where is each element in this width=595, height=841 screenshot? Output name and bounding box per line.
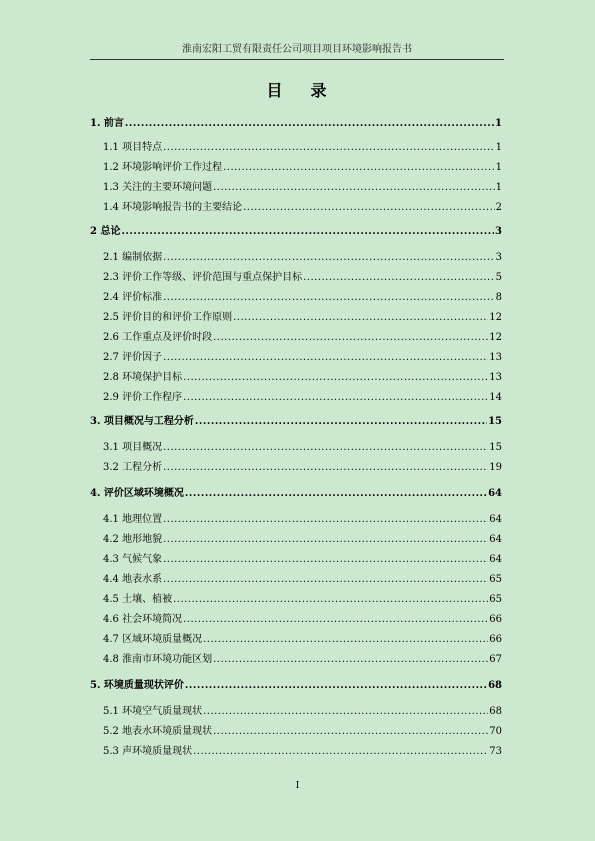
toc-entry-label: 2.4 评价标准 (103, 292, 163, 303)
toc-entry-label: 4.3 气候气象 (103, 554, 163, 565)
toc-dot-leader (163, 554, 488, 566)
toc-dot-leader (183, 392, 488, 404)
toc-title-char-1: 目 (266, 81, 285, 100)
toc-entry-label: 1.1 项目特点 (103, 142, 163, 153)
toc-entry-page: 12 (489, 332, 502, 343)
toc-section-entry[interactable] (90, 458, 502, 474)
toc-entry-page: 1 (495, 142, 502, 153)
toc-entry-label: 1.4 环境影响报告书的主要结论 (103, 202, 243, 213)
toc-section-entry[interactable] (90, 288, 502, 304)
toc-entry-label: 2.7 评价因子 (103, 352, 163, 363)
toc-dot-leader (163, 462, 488, 474)
toc-entry-label: 2.9 评价工作程序 (103, 392, 183, 403)
toc-entry-label: 4.6 社会环境简况 (103, 614, 183, 625)
toc-entry-page: 2 (495, 202, 502, 213)
toc-dot-leader (195, 416, 487, 428)
toc-section-entry[interactable] (90, 328, 502, 344)
toc-entry-page: 14 (489, 392, 502, 403)
toc-section-entry[interactable] (90, 248, 502, 264)
toc-entry-label: 3.1 项目概况 (103, 442, 163, 453)
toc-dot-leader (163, 142, 495, 154)
toc-entry-page: 1 (495, 182, 502, 193)
toc-chapter-entry[interactable] (90, 222, 502, 238)
toc-entry-label: 2.1 编制依据 (103, 252, 163, 263)
toc-entry-page: 65 (489, 574, 502, 585)
toc-section-entry[interactable] (90, 530, 502, 546)
toc-dot-leader (303, 272, 495, 284)
toc-entry-label: 2.8 环境保护目标 (103, 372, 183, 383)
toc-dot-leader (121, 226, 494, 238)
toc-entry-label: 2.5 评价目的和评价工作原则 (103, 312, 233, 323)
toc-dot-leader (163, 514, 488, 526)
toc-section-entry[interactable] (90, 438, 502, 454)
toc-entry-page: 70 (489, 726, 502, 737)
toc-dot-leader (163, 292, 495, 304)
toc-dot-leader (233, 312, 488, 324)
toc-section-entry[interactable] (90, 650, 502, 666)
toc-entry-label: 4.2 地形地貌 (103, 534, 163, 545)
toc-entry-label: 2.6 工作重点及评价时段 (103, 332, 213, 343)
toc-entry-label: 5.3 声环境质量现状 (103, 746, 193, 757)
toc-chapter-entry[interactable] (90, 114, 502, 130)
toc-entry-page: 8 (495, 292, 502, 303)
toc-entry-label: 5.2 地表水环境质量现状 (103, 726, 213, 737)
toc-dot-leader (163, 574, 488, 586)
toc-dot-leader (213, 654, 488, 666)
toc-entry-label: 4. 评价区域环境概况 (90, 488, 184, 499)
toc-section-entry[interactable] (90, 722, 502, 738)
toc-entry-page: 1 (495, 162, 502, 173)
toc-section-entry[interactable] (90, 570, 502, 586)
toc-entry-page: 64 (488, 488, 502, 499)
toc-dot-leader (243, 202, 495, 214)
toc-entry-page: 68 (489, 706, 502, 717)
toc-entry-page: 3 (495, 252, 502, 263)
toc-chapter-entry[interactable] (90, 484, 502, 500)
toc-dot-leader (183, 372, 488, 384)
toc-section-entry[interactable] (90, 268, 502, 284)
toc-section-entry[interactable] (90, 158, 502, 174)
toc-entry-label: 4.4 地表水系 (103, 574, 163, 585)
toc-entry-label: 3. 项目概况与工程分析 (90, 416, 194, 427)
toc-section-entry[interactable] (90, 510, 502, 526)
running-header: 淮南宏阳工贸有限责任公司项目项目环境影响报告书 (90, 40, 504, 60)
toc-entry-page: 64 (489, 534, 502, 545)
toc-entry-page: 66 (489, 634, 502, 645)
toc-dot-leader (163, 252, 495, 264)
toc-section-entry[interactable] (90, 348, 502, 364)
toc-entry-label: 1. 前言 (90, 118, 124, 129)
toc-section-entry[interactable] (90, 550, 502, 566)
toc-entry-label: 5.1 环境空气质量现状 (103, 706, 203, 717)
toc-section-entry[interactable] (90, 388, 502, 404)
toc-entry-page: 1 (495, 118, 502, 129)
toc-entry-label: 2.3 评价工作等级、评价范围与重点保护目标 (103, 272, 303, 283)
toc-section-entry[interactable] (90, 590, 502, 606)
toc-entry-page: 3 (495, 226, 502, 237)
toc-dot-leader (203, 706, 488, 718)
toc-entry-page: 13 (489, 352, 502, 363)
toc-section-entry[interactable] (90, 368, 502, 384)
toc-entry-page: 64 (489, 554, 502, 565)
toc-title (0, 78, 595, 101)
toc-dot-leader (163, 534, 488, 546)
toc-entry-label: 4.7 区域环境质量概况 (103, 634, 203, 645)
toc-entry-page: 68 (488, 680, 502, 691)
toc-dot-leader (183, 614, 488, 626)
toc-title-char-2: 录 (310, 81, 329, 100)
toc-entry-label: 4.8 淮南市环境功能区划 (103, 654, 213, 665)
toc-section-entry[interactable] (90, 308, 502, 324)
toc-entry-page: 15 (489, 442, 502, 453)
toc-section-entry[interactable] (90, 742, 502, 758)
toc-entry-page: 15 (488, 416, 502, 427)
toc-dot-leader (213, 182, 495, 194)
toc-dot-leader (213, 726, 488, 738)
toc-chapter-entry[interactable] (90, 676, 502, 692)
toc-dot-leader (213, 332, 488, 344)
toc-entry-page: 65 (489, 594, 502, 605)
page-number: I (295, 781, 300, 791)
toc-dot-leader (185, 680, 487, 692)
toc-section-entry[interactable] (90, 178, 502, 194)
toc-entry-page: 73 (489, 746, 502, 757)
toc-section-entry[interactable] (90, 138, 502, 154)
toc-entry-page: 67 (489, 654, 502, 665)
toc-entry-page: 64 (489, 514, 502, 525)
toc-entry-label: 2 总论 (90, 226, 121, 237)
toc-dot-leader (173, 594, 488, 606)
toc-entry-page: 19 (489, 462, 502, 473)
toc-dot-leader (203, 634, 488, 646)
toc-section-entry[interactable] (90, 198, 502, 214)
toc-dot-leader (223, 162, 495, 174)
toc-entry-page: 66 (489, 614, 502, 625)
toc-entry-label: 3.2 工程分析 (103, 462, 163, 473)
toc-dot-leader (163, 352, 488, 364)
toc-entry-label: 1.3 关注的主要环境问题 (103, 182, 213, 193)
toc-dot-leader (163, 442, 488, 454)
toc-dot-leader (185, 488, 487, 500)
toc-entry-page: 12 (489, 312, 502, 323)
toc-section-entry[interactable] (90, 702, 502, 718)
toc-entry-page: 13 (489, 372, 502, 383)
toc-entry-page: 5 (495, 272, 502, 283)
toc-entry-label: 5. 环境质量现状评价 (90, 680, 184, 691)
toc-chapter-entry[interactable] (90, 412, 502, 428)
toc-entry-label: 1.2 环境影响评价工作过程 (103, 162, 223, 173)
toc-section-entry[interactable] (90, 610, 502, 626)
toc-entry-label: 4.1 地理位置 (103, 514, 163, 525)
toc-entry-label: 4.5 土壤、植被 (103, 594, 173, 605)
toc-dot-leader (125, 118, 494, 130)
toc-section-entry[interactable] (90, 630, 502, 646)
toc-dot-leader (193, 746, 488, 758)
